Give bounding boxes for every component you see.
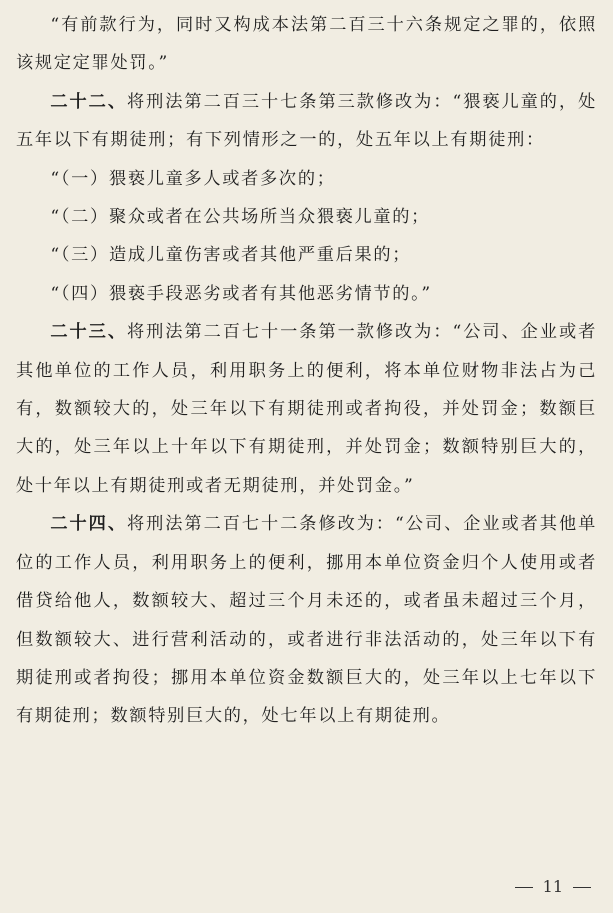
paragraph-text: “有前款行为，同时又构成本法第二百三十六条规定之罪的，依照该规定定罪处罚。”: [16, 15, 597, 74]
paragraph-text: 将刑法第二百三十七条第三款修改为：“猥亵儿童的，处五年以下有期徒刑；有下列情形之一的，处五年以上有期徒刑：: [16, 91, 597, 151]
paragraph-7: [16, 313, 597, 505]
paragraph-6: [16, 275, 597, 313]
paragraph-text: “（一）猥亵儿童多人或者多次的；: [50, 168, 336, 189]
footer-dash-right: [573, 887, 591, 888]
paragraph-5: [16, 236, 597, 274]
paragraph-8: [16, 505, 597, 735]
paragraph-2: [16, 83, 597, 160]
paragraph-4: [16, 198, 597, 236]
paragraph-text: “（四）猥亵手段恶劣或者有其他恶劣情节的。”: [50, 283, 432, 304]
paragraph-text: “（三）造成儿童伤害或者其他严重后果的；: [50, 245, 412, 266]
page-number: 11: [542, 877, 563, 896]
paragraph-1: [16, 6, 597, 83]
article-lead: 二十三、: [50, 322, 127, 343]
page-footer: [515, 877, 591, 897]
paragraph-text: 将刑法第二百七十一条第一款修改为：“公司、企业或者其他单位的工作人员，利用职务上的便利，将本单位财物非法占为己有，数额较大的，处三年以下有期徒刑或者拘役，并处罚金；数额巨大的，处三年以上十年以下有期徒刑，并处罚金；数额特别巨大的，处十年以上有期徒刑或者无期徒刑，并处罚金。”: [16, 322, 597, 496]
paragraph-3: [16, 160, 597, 198]
paragraph-text: 将刑法第二百七十二条修改为：“公司、企业或者其他单位的工作人员，利用职务上的便利，挪用本单位资金归个人使用或者借贷给他人，数额较大、超过三个月未还的，或者虽未超过三个月，但数额较大、进行营利活动的，或者进行非法活动的，处三年以下有期徒刑或者拘役；挪用本单位资金数额巨大的，处三年以上七年以下有期徒刑；数额特别巨大的，处七年以上有期徒刑。: [16, 514, 597, 727]
paragraph-text: “（二）聚众或者在公共场所当众猥亵儿童的；: [50, 207, 431, 228]
footer-dash-left: [515, 887, 533, 888]
article-lead: 二十四、: [50, 514, 127, 535]
article-lead: 二十二、: [50, 91, 127, 112]
